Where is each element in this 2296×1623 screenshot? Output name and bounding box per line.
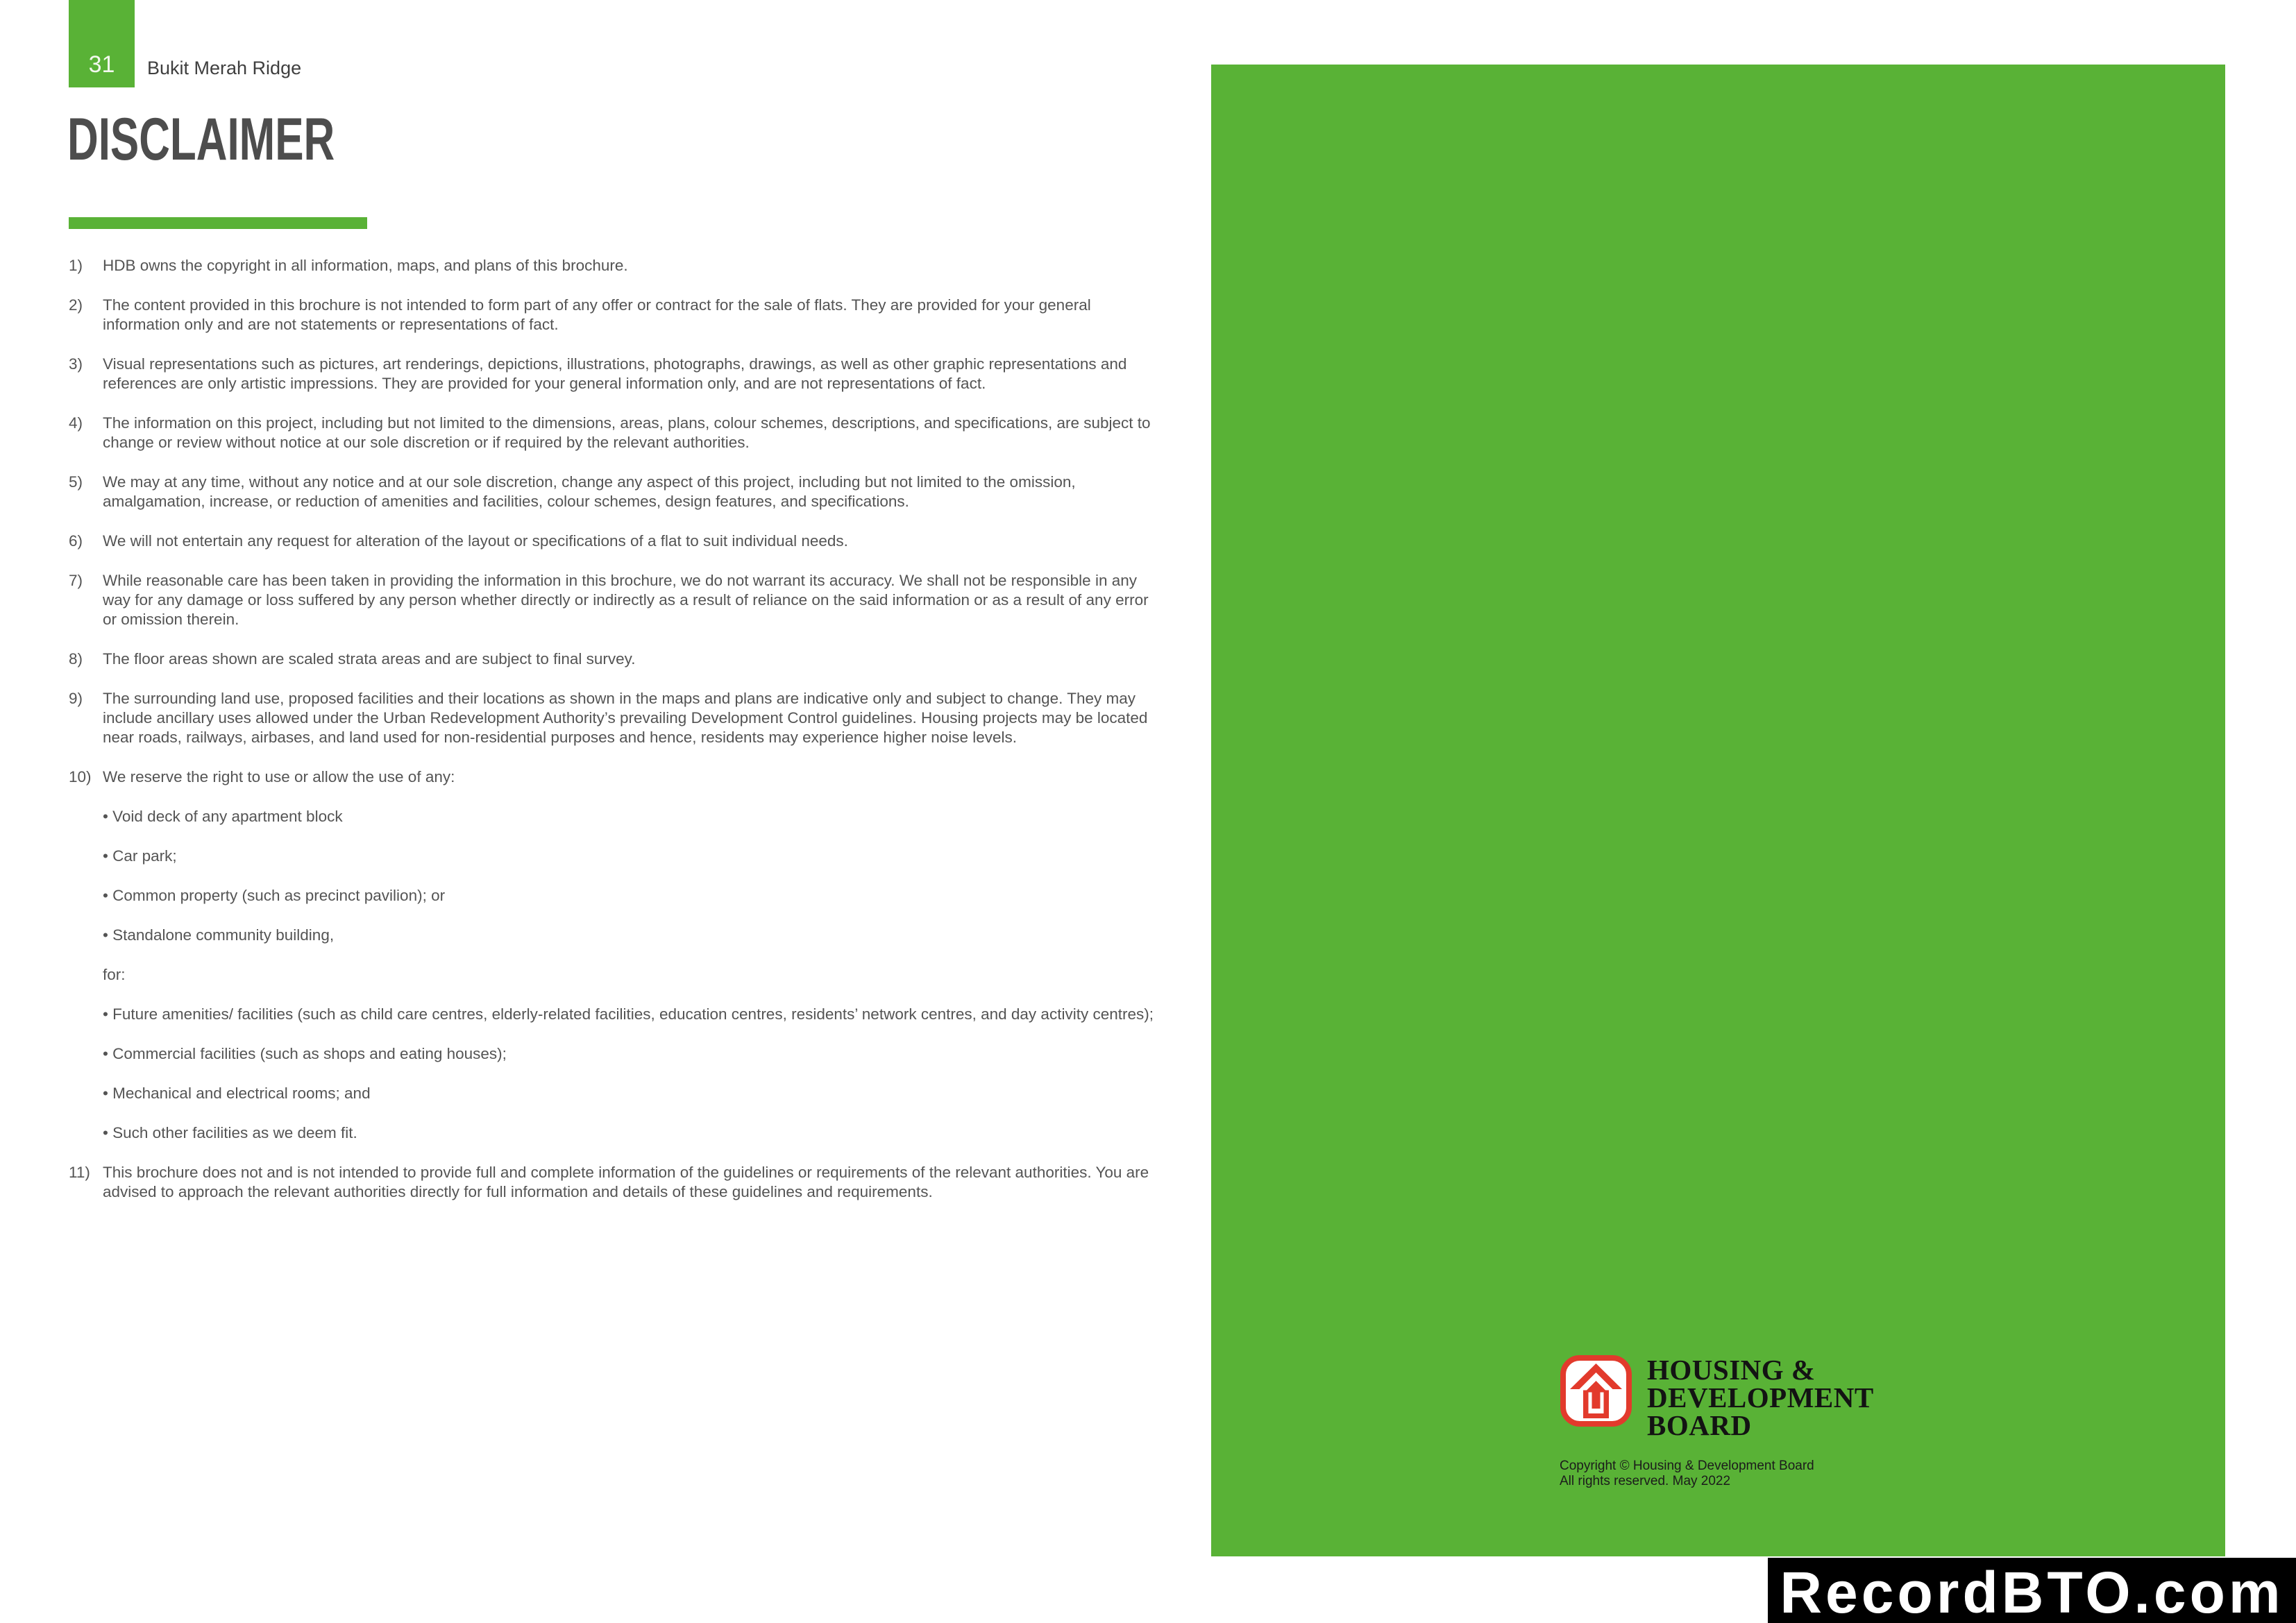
disclaimer-bullet: • Mechanical and electrical rooms; and (103, 1084, 1165, 1103)
disclaimer-bullet: • Such other facilities as we deem fit. (103, 1123, 1165, 1143)
disclaimer-bullet: • Void deck of any apartment block (103, 807, 1165, 826)
disclaimer-item-6 (69, 532, 1179, 551)
item-number: 5) (69, 473, 83, 491)
item-number: 2) (69, 296, 83, 314)
item-text: The surrounding land use, proposed facilities and their locations as shown in the maps and plans are indicative only and subject to change. They may include ancillary uses allowed under the Urban Redevelopment Authority’s prevailing Development Control guidelines. Housing projects may be located near roads, railways, airbases, and land used for non-residential purposes and hence, residents may experience higher noise levels. (103, 690, 1148, 746)
page-title: DISCLAIMER (67, 106, 335, 173)
disclaimer-item-3 (69, 355, 1179, 393)
item-text-block (103, 767, 1165, 1143)
item-number: 9) (69, 690, 83, 707)
disclaimer-item-1 (69, 256, 1179, 275)
bullet-connector: for: (103, 966, 126, 983)
disclaimer-bullet: • Common property (such as precinct pavilion); or (103, 886, 1165, 906)
item-number: 10) (69, 768, 92, 785)
disclaimer-item-8 (69, 649, 1179, 669)
disclaimer-bullet: • Standalone community building, (103, 926, 1165, 945)
item-text: The content provided in this brochure is not intended to form part of any offer or contract for the sale of flats. They are provided for your general information only and are not statements or representations of fact. (103, 296, 1091, 333)
item-text: While reasonable care has been taken in providing the information in this brochure, we do not warrant its accuracy. We shall not be responsible in any way for any damage or loss suffered by any person whether directly or indirectly as a result of reliance on the said information or as a result of any error or omission therein. (103, 572, 1149, 628)
disclaimer-bullet: • Commercial facilities (such as shops and eating houses); (103, 1044, 1165, 1064)
disclaimer-item-2 (69, 296, 1179, 334)
disclaimer-item-10 (69, 767, 1179, 1143)
disclaimer-item-7 (69, 571, 1179, 629)
item-text: Visual representations such as pictures, art renderings, depictions, illustrations, photographs, drawings, as well as other graphic representations and references are only artistic impressions. They are provided for your general information only, and are not representations of fact. (103, 355, 1127, 392)
hdb-wordmark-line: HOUSING & (1647, 1354, 1816, 1386)
hdb-wordmark (1647, 1354, 1874, 1439)
disclaimer-item-9 (69, 689, 1179, 747)
hdb-house-arrow-icon (1560, 1354, 1632, 1427)
item-number: 1) (69, 257, 83, 274)
watermark-bar (1768, 1558, 2296, 1623)
item-number: 8) (69, 650, 83, 668)
disclaimer-list (69, 256, 1179, 1222)
item-text: HDB owns the copyright in all information, maps, and plans of this brochure. (103, 257, 628, 274)
disclaimer-bullet: • Car park; (103, 847, 1165, 866)
watermark-text: RecordBTO.com (1780, 1560, 2284, 1623)
copyright-line: Copyright © Housing & Development Board (1560, 1459, 1814, 1473)
hdb-wordmark-line: DEVELOPMENT (1647, 1382, 1874, 1413)
item-text: We will not entertain any request for alteration of the layout or specifications of a flat to suit individual needs. (103, 532, 848, 550)
project-name: Bukit Merah Ridge (147, 58, 302, 78)
copyright-line: All rights reserved. May 2022 (1560, 1474, 1731, 1488)
page-number-box (69, 0, 135, 87)
disclaimer-item-11 (69, 1163, 1179, 1202)
hdb-copyright (1560, 1459, 2184, 1489)
item-number: 6) (69, 532, 83, 550)
item-text: The information on this project, including but not limited to the dimensions, areas, plans, colour schemes, descriptions, and specifications, are subject to change or review without notice at our sole discretion or if required by the relevant authorities. (103, 414, 1151, 451)
item-text: This brochure does not and is not intended to provide full and complete information of the guidelines or requirements of the relevant authorities. You are advised to approach the relevant authorities directly for full information and details of these guidelines and requirements. (103, 1164, 1149, 1200)
item-number: 4) (69, 414, 83, 432)
item-number: 3) (69, 355, 83, 373)
hdb-wordmark-line: BOARD (1647, 1409, 1752, 1441)
item-number: 11) (69, 1164, 90, 1181)
item-text: We may at any time, without any notice and at our sole discretion, change any aspect of this project, including but not limited to the omission, amalgamation, increase, or reduction of amenities and facilities, colour schemes, design features, and specifications. (103, 473, 1076, 510)
item-text: The floor areas shown are scaled strata areas and are subject to final survey. (103, 650, 636, 668)
green-panel (1211, 65, 2225, 1556)
item-text: We reserve the right to use or allow the use of any: (103, 768, 455, 785)
item-number: 7) (69, 572, 83, 589)
hdb-block (1560, 1354, 2184, 1489)
title-underline (69, 217, 367, 229)
disclaimer-bullet: • Future amenities/ facilities (such as child care centres, elderly-related facilities, education centres, residents’ network centres, and day activity centres); (103, 1005, 1165, 1024)
disclaimer-item-4 (69, 414, 1179, 452)
disclaimer-item-5 (69, 473, 1179, 511)
page-number: 31 (88, 51, 115, 78)
